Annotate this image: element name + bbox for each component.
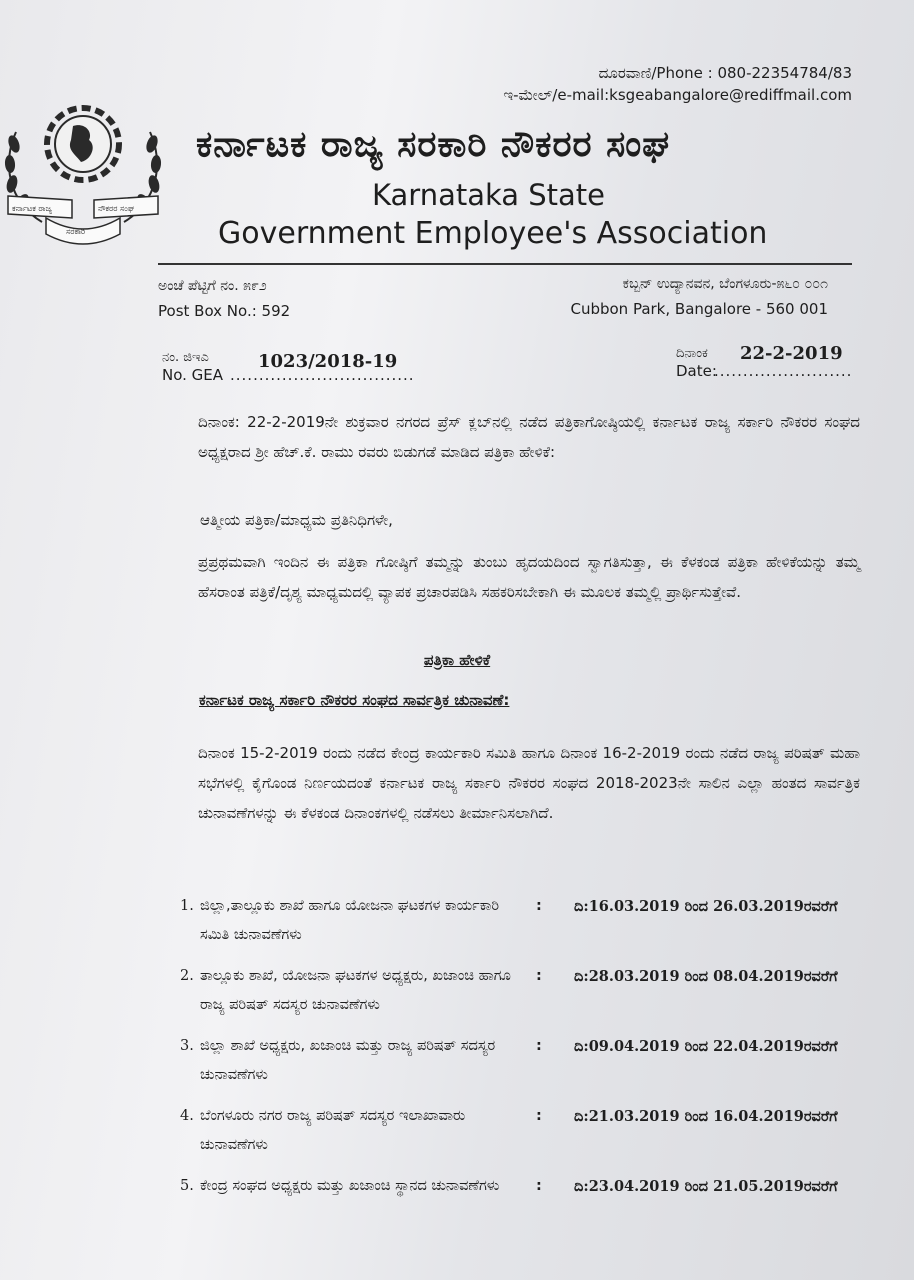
item-label: ಬೆಂಗಳೂರು ನಗರ ರಾಜ್ಯ ಪರಿಷತ್ ಸದಸ್ಯರ ಇಲಾಖಾವಾರು ಚುನಾವಣೆಗಳು	[200, 1108, 466, 1153]
item-colon: :	[536, 1038, 542, 1054]
schedule-item	[180, 1032, 880, 1090]
schedule-item	[180, 1172, 880, 1201]
pobox-english: Post Box No.: 592	[158, 302, 291, 320]
logo-text-right: ನೌಕರರ ಸಂಘ	[98, 204, 134, 213]
item-number: 3.	[180, 1038, 194, 1054]
pobox-kannada: ಅಂಚೆ ಪೆಟ್ಟಿಗೆ ನಂ. ೫೯೨	[158, 278, 267, 294]
item-colon: :	[536, 1178, 542, 1194]
item-number: 1.	[180, 898, 194, 914]
reference-number: 1023/2018-19	[258, 351, 398, 372]
item-label: ಜಿಲ್ಲಾ,ತಾಲ್ಲೂಕು ಶಾಖೆ ಹಾಗೂ ಯೋಜನಾ ಘಟಕಗಳ ಕಾರ್ಯಕಾರಿ ಸಮಿತಿ ಚುನಾವಣೆಗಳು	[200, 898, 499, 943]
press-statement-heading: ಪತ್ರಿಕಾ ಹೇಳಿಕೆ	[423, 651, 491, 669]
schedule-item	[180, 892, 880, 950]
address-english: Cubbon Park, Bangalore - 560 001	[570, 300, 828, 318]
date-value: 22-2-2019	[740, 343, 843, 364]
item-date-range: ದಿ:16.03.2019 ರಿಂದ 26.03.2019ರವರೆಗೆ	[574, 898, 838, 915]
title-kannada: ಕರ್ನಾಟಕ ರಾಜ್ಯ ಸರಕಾರಿ ನೌಕರರ ಸಂಘ	[196, 124, 671, 165]
intro-paragraph: ದಿನಾಂಕ: 22-2-2019ನೇ ಶುಕ್ರವಾರ ನಗರದ ಪ್ರೆಸ್ ಕ್ಲಬ್‌ನಲ್ಲಿ ನಡೆದ ಪತ್ರಿಕಾಗೋಷ್ಠಿಯಲ್ಲಿ ಕರ್ನಾಟಕ ರಾಜ್ಯ ಸರ್ಕಾರಿ ನೌಕರರ ಸಂಘದ ಅಧ್ಯಕ್ಷರಾದ ಶ್ರೀ ಹೆಚ್.ಕೆ. ರಾಮು ರವರು ಬಿಡುಗಡೆ ಮಾಡಿದ ಪತ್ರಿಕಾ ಹೇಳಿಕೆ:	[198, 413, 860, 461]
association-logo	[2, 92, 164, 252]
item-label: ಜಿಲ್ಲಾ ಶಾಖೆ ಅಧ್ಯಕ್ಷರು, ಖಜಾಂಚಿ ಮತ್ತು ರಾಜ್ಯ ಪರಿಷತ್ ಸದಸ್ಯರ ಚುನಾವಣೆಗಳು	[200, 1038, 496, 1083]
item-number: 5.	[180, 1178, 194, 1194]
item-date-range: ದಿ:21.03.2019 ರಿಂದ 16.04.2019ರವರೆಗೆ	[574, 1108, 838, 1125]
item-colon: :	[536, 968, 542, 984]
logo-text-bottom: ಸರಕಾರಿ	[66, 227, 86, 236]
election-schedule-list	[180, 892, 880, 1213]
welcome-paragraph: ಪ್ರಪ್ರಥಮವಾಗಿ ಇಂದಿನ ಈ ಪತ್ರಿಕಾ ಗೋಷ್ಠಿಗೆ ತಮ್ಮನ್ನು ತುಂಬು ಹೃದಯದಿಂದ ಸ್ವಾಗತಿಸುತ್ತಾ, ಈ ಕೆಳಕಂಡ ಪತ್ರಿಕಾ ಹೇಳಿಕೆಯನ್ನು ತಮ್ಮ ಹೆಸರಾಂತ ಪತ್ರಿಕೆ/ದೃಶ್ಯ ಮಾಧ್ಯಮದಲ್ಲಿ ವ್ಯಾಪಕ ಪ್ರಚಾರಪಡಿಸಿ ಸಹಕರಿಸಬೇಕಾಗಿ ಈ ಮೂಲಕ ತಮ್ಮಲ್ಲಿ ಪ್ರಾರ್ಥಿಸುತ್ತೇವೆ.	[198, 553, 860, 601]
item-date-range: ದಿ:23.04.2019 ರಿಂದ 21.05.2019ರವರೆಗೆ	[574, 1178, 838, 1195]
item-label: ತಾಲ್ಲೂಕು ಶಾಖೆ, ಯೋಜನಾ ಘಟಕಗಳ ಅಧ್ಯಕ್ಷರು, ಖಜಾಂಚಿ ಹಾಗೂ ರಾಜ್ಯ ಪರಿಷತ್ ಸದಸ್ಯರ ಚುನಾವಣೆಗಳು	[200, 968, 511, 1013]
item-date-range: ದಿ:09.04.2019 ರಿಂದ 22.04.2019ರವರೆಗೆ	[574, 1038, 838, 1055]
reference-label-kannada: ನಂ. ಜಿಇಎ	[162, 350, 209, 365]
item-label: ಕೇಂದ್ರ ಸಂಘದ ಅಧ್ಯಕ್ಷರು ಮತ್ತು ಖಜಾಂಚಿ ಸ್ಥಾನದ ಚುನಾವಣೆಗಳು	[200, 1178, 500, 1194]
logo-text-left: ಕರ್ನಾಟಕ ರಾಜ್ಯ	[12, 204, 52, 213]
salutation: ಆತ್ಮೀಯ ಪತ್ರಿಕಾ/ಮಾಧ್ಯಮ ಪ್ರತಿನಿಧಿಗಳೇ,	[200, 511, 393, 529]
schedule-item	[180, 962, 880, 1020]
item-colon: :	[536, 898, 542, 914]
item-number: 4.	[180, 1108, 194, 1124]
election-subheading: ಕರ್ನಾಟಕ ರಾಜ್ಯ ಸರ್ಕಾರಿ ನೌಕರರ ಸಂಘದ ಸಾರ್ವತ್ರಿಕ ಚುನಾವಣೆ:	[199, 691, 510, 709]
association-emblem-icon	[2, 92, 164, 252]
date-dots: ........................	[714, 362, 853, 380]
reference-label: No. GEA	[162, 366, 224, 384]
reference-dots: ................................	[230, 366, 415, 384]
item-colon: :	[536, 1108, 542, 1124]
address-kannada: ಕಬ್ಬನ್ ಉದ್ಯಾನವನ, ಬೆಂಗಳೂರು-೫೬೦ ೦೦೧	[622, 276, 828, 292]
item-date-range: ದಿ:28.03.2019 ರಿಂದ 08.04.2019ರವರೆಗೆ	[574, 968, 838, 985]
schedule-item	[180, 1102, 880, 1160]
date-label-kannada: ದಿನಾಂಕ	[676, 346, 708, 361]
title-english-line2: Government Employee's Association	[218, 216, 768, 251]
item-number: 2.	[180, 968, 194, 984]
contact-block	[503, 62, 852, 106]
header-divider	[158, 263, 852, 265]
title-english-line1: Karnataka State	[372, 178, 606, 212]
date-label: Date:	[676, 362, 717, 380]
phone-line: ದೂರವಾಣಿ/Phone : 080-22354784/83	[598, 64, 852, 82]
decision-paragraph: ದಿನಾಂಕ 15-2-2019 ರಂದು ನಡೆದ ಕೇಂದ್ರ ಕಾರ್ಯಕಾರಿ ಸಮಿತಿ ಹಾಗೂ ದಿನಾಂಕ 16-2-2019 ರಂದು ನಡೆದ ರಾಜ್ಯ ಪರಿಷತ್ ಮಹಾ ಸಭೆಗಳಲ್ಲಿ ಕೈಗೊಂಡ ನಿರ್ಣಯದಂತೆ ಕರ್ನಾಟಕ ರಾಜ್ಯ ಸರ್ಕಾರಿ ನೌಕರರ ಸಂಘದ 2018-2023ನೇ ಸಾಲಿನ ಎಲ್ಲಾ ಹಂತದ ಸಾರ್ವತ್ರಿಕ ಚುನಾವಣೆಗಳನ್ನು ಈ ಕೆಳಕಂಡ ದಿನಾಂಕಗಳಲ್ಲಿ ನಡೆಸಲು ತೀರ್ಮಾನಿಸಲಾಗಿದೆ.	[198, 744, 860, 822]
email-line: ಇ-ಮೇಲ್/e-mail:ksgeabangalore@rediffmail.com	[503, 86, 852, 104]
